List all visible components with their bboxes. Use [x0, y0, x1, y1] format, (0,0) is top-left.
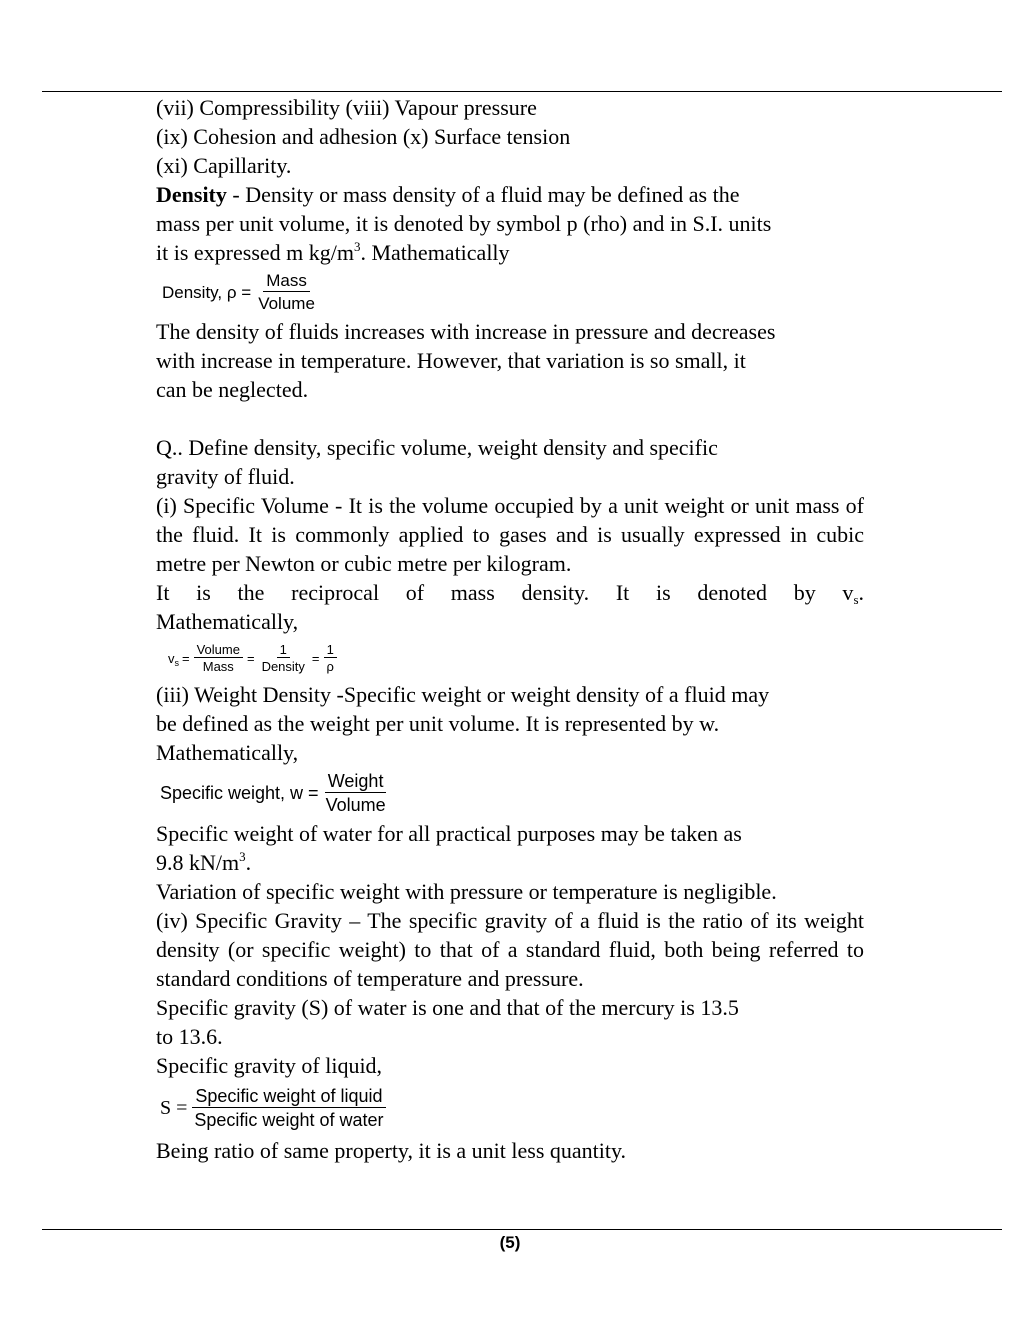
- unitless-line: Being ratio of same property, it is a unit less quantity.: [156, 1138, 627, 1163]
- weight-over-volume: $\frac{\text{Weight}}{\text{Volume}}$: [325, 771, 386, 815]
- weight-density-line-2: be defined as the weight per unit volume. It is represented by w.: [156, 711, 720, 736]
- specific-gravity-water-line-1: Specific gravity (S) of water is one and that of the mercury is 13.5: [156, 995, 739, 1020]
- one-over-density: $\frac{1}{\text{Density}}$: [261, 642, 305, 674]
- specific-volume-mathematically: Mathematically,: [156, 609, 299, 634]
- variation-paragraph: Variation of specific weight with pressure or temperature is negligible.: [156, 879, 777, 904]
- header-rule: [42, 91, 1002, 92]
- density-note-line-2: with increase in temperature. However, that variation is so small, it: [156, 348, 746, 373]
- density-definition-line-1: Density - Density or mass density of a fluid may be defined as the: [156, 182, 740, 207]
- one-over-rho: $\frac{1}{\rho}$: [324, 643, 337, 673]
- volume-over-mass: $\frac{\text{Volume}}{\text{Mass}}$: [194, 643, 243, 673]
- specific-gravity-water-line-2: to 13.6.: [156, 1024, 223, 1049]
- specific-gravity-lhs: S =: [160, 1097, 188, 1119]
- water-specific-weight-line-2: 9.8 $kN/m^3$.: [156, 849, 252, 875]
- density-note-line-3: can be neglected.: [156, 377, 309, 402]
- density-fraction: $\frac{\text{Mass}}{\text{Volume}}$: [258, 271, 315, 313]
- question-line-1: Q.. Define density, specific volume, weight density and specific: [156, 435, 718, 460]
- density-note-line-1: The density of fluids increases with increase in pressure and decreases: [156, 319, 776, 344]
- list-line-ix-x: (ix) Cohesion and adhesion (x) Surface tension: [156, 124, 571, 149]
- specific-gravity-liquid: Specific gravity of liquid,: [156, 1053, 383, 1078]
- specific-weight-formula: [160, 767, 864, 819]
- specific-volume-paragraph: (i) Specific Volume - It is the volume occupied by a unit weight or unit mass of the fluid. It is commonly applied to gases and is usually expressed in cubic metre per Newton or cubic metre per kilogram.: [156, 493, 864, 576]
- weight-density-mathematically: Mathematically,: [156, 740, 299, 765]
- spacer: [156, 404, 864, 433]
- water-specific-weight-line-1: Specific weight of water for all practical purposes may be taken as: [156, 821, 742, 846]
- page-number: (5): [499, 1233, 521, 1252]
- specific-volume-reciprocal: It is the reciprocal of mass density. It is denoted by $v_s$.: [156, 580, 864, 607]
- specific-gravity-paragraph: (iv) Specific Gravity – The specific gravity of a fluid is the ratio of its weight density (or specific weight) to that of a standard fluid, both being referred to standard conditions of temperature and pressure.: [156, 908, 864, 991]
- density-definition-line-3: it is expressed m $kg/m^3$. Mathematically: [156, 239, 510, 265]
- liquid-over-water: $\frac{\text{Specific weight of liquid}}{\text{Specific weight of water}}$: [191, 1087, 386, 1129]
- specific-gravity-formula: [160, 1080, 864, 1136]
- density-definition-line-2: mass per unit volume, it is denoted by symbol p (rho) and in S.I. units: [156, 211, 772, 236]
- density-term: Density: [156, 182, 227, 207]
- footer-rule: [42, 1229, 1002, 1230]
- list-line-vii-viii: (vii) Compressibility (viii) Vapour pressure: [156, 95, 537, 120]
- question-line-2: gravity of fluid.: [156, 464, 295, 489]
- weight-density-line-1: (iii) Weight Density -Specific weight or weight density of a fluid may: [156, 682, 770, 707]
- density-formula: [162, 267, 864, 317]
- density-formula-lhs: Density, ρ =: [162, 282, 252, 302]
- list-line-xi: (xi) Capillarity.: [156, 153, 292, 178]
- page-body: [156, 93, 864, 1165]
- specific-weight-lhs: Specific weight, w =: [160, 783, 319, 803]
- specific-volume-formula: $v_s$ = $\frac{\text{Volume}}{\text{Mass}}$ = $\frac{1}{\text{Density}}$ = $\frac{1}{\rho}$: [168, 636, 864, 680]
